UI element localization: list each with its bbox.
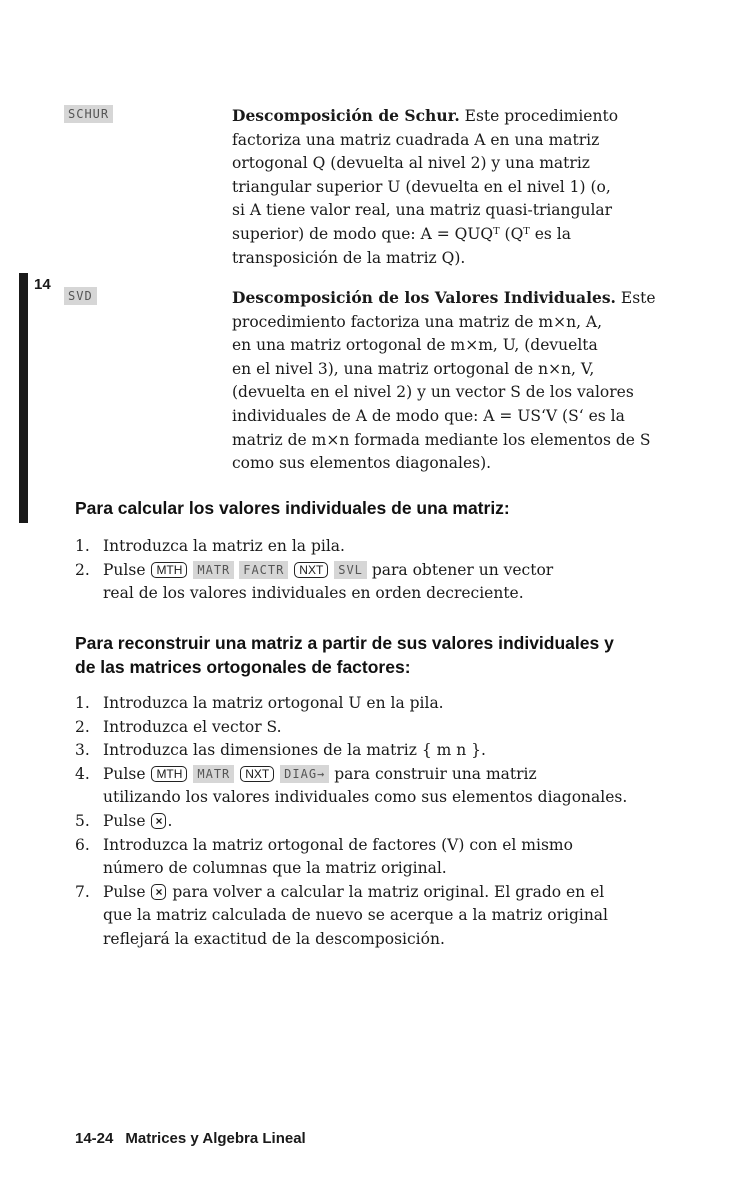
- schur-key-label-container: [64, 104, 113, 123]
- mth-key[interactable]: MTH: [151, 562, 187, 578]
- steps-list-reconstruct: [75, 692, 715, 952]
- section-heading-singular-values: Para calcular los valores individuales de una matriz:: [75, 498, 510, 518]
- schur-line: factoriza una matriz cuadrada A en una matriz: [232, 130, 600, 149]
- diag-menu-key[interactable]: DIAG→: [280, 765, 329, 783]
- factr-menu-key[interactable]: FACTR: [239, 561, 288, 579]
- schur-line: si A tiene valor real, una matriz quasi-triangular: [232, 201, 613, 220]
- svd-line: Descomposición de los Valores Individuales. Este: [232, 288, 656, 307]
- schur-line: superior) de modo que: A = QUQᵀ (Qᵀ es la: [232, 224, 571, 243]
- svd-line: (devuelta en el nivel 2) y un vector S de los valores: [232, 383, 634, 402]
- schur-title: Descomposición de Schur.: [232, 106, 460, 125]
- multiply-key[interactable]: ×: [151, 884, 166, 900]
- page-number: 14-24: [75, 1130, 114, 1147]
- svd-line: en una matriz ortogonal de m×m, U, (devuelta: [232, 336, 598, 355]
- page-footer: [75, 1130, 306, 1147]
- list-item: 2. Introduzca el vector S.: [75, 717, 282, 736]
- svd-menu-key: SVD: [64, 287, 97, 305]
- list-item: 7. Pulse × para volver a calcular la matriz original. El grado en el que la matriz calculada de nuevo se acerque a la matriz original reflejará la exactitud de la descomposición.: [75, 882, 609, 948]
- list-item: 3. Introduzca las dimensiones de la matriz { m n }.: [75, 741, 486, 760]
- schur-line: ortogonal Q (devuelta al nivel 2) y una matriz: [232, 154, 590, 173]
- mth-key[interactable]: MTH: [151, 766, 187, 782]
- steps-list-singular-values: [75, 535, 715, 606]
- svd-key-label-container: [64, 286, 97, 305]
- schur-line: triangular superior U (devuelta en el nivel 1) (o,: [232, 177, 611, 196]
- svd-line: matriz de m×n formada mediante los elementos de S: [232, 430, 651, 449]
- svd-description: [232, 286, 702, 476]
- svd-line: en el nivel 3), una matriz ortogonal de n×n, V,: [232, 359, 595, 378]
- nxt-key[interactable]: NXT: [294, 562, 328, 578]
- multiply-key[interactable]: ×: [151, 813, 166, 829]
- svd-line: individuales de A de modo que: A = US‘V (S‘ es la: [232, 406, 625, 425]
- chapter-number: 14: [34, 276, 51, 293]
- svl-menu-key[interactable]: SVL: [334, 561, 367, 579]
- matr-menu-key[interactable]: MATR: [193, 765, 234, 783]
- list-item: 2. Pulse MTH MATR FACTR NXT SVL para obtener un vector real de los valores individuales en orden decreciente.: [75, 560, 554, 603]
- chapter-title: Matrices y Algebra Lineal: [125, 1130, 306, 1147]
- matr-menu-key[interactable]: MATR: [193, 561, 234, 579]
- list-item: 5. Pulse × .: [75, 811, 173, 830]
- schur-line: Descomposición de Schur. Este procedimiento: [232, 106, 619, 125]
- list-item: 1. Introduzca la matriz en la pila.: [75, 537, 345, 555]
- chapter-side-bar: [19, 273, 28, 523]
- schur-line: transposición de la matriz Q).: [232, 248, 466, 267]
- schur-description: [232, 104, 702, 270]
- list-item: 4. Pulse MTH MATR NXT DIAG→ para construir una matriz utilizando los valores individuales como sus elementos diagonales.: [75, 764, 628, 807]
- list-item: 1. Introduzca la matriz ortogonal U en la pila.: [75, 694, 444, 712]
- nxt-key[interactable]: NXT: [240, 766, 274, 782]
- svd-title: Descomposición de los Valores Individuales.: [232, 288, 616, 307]
- svd-line: procedimiento factoriza una matriz de m×n, A,: [232, 312, 603, 331]
- section-heading-reconstruct: Para reconstruir una matriz a partir de sus valores individuales y de las matrices ortogonales de factores:: [75, 633, 614, 677]
- list-item: 6. Introduzca la matriz ortogonal de factores (V) con el mismo número de columnas que la matriz original.: [75, 835, 573, 878]
- schur-menu-key: SCHUR: [64, 105, 113, 123]
- svd-line: como sus elementos diagonales).: [232, 454, 492, 473]
